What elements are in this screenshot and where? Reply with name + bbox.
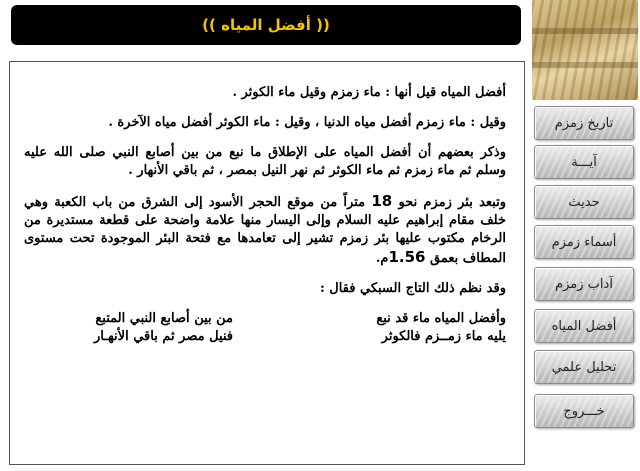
verse-1-second: من بين أصابع النبي المتبع — [95, 311, 234, 326]
nav-button-verse[interactable]: آيـــة — [534, 145, 634, 179]
nav-button-zamzam-history[interactable]: تاريخ زمزم — [534, 106, 634, 140]
paragraph-zamzam-kawthar: وقيل : ماء زمزم أفضل مياه الدنيا ، وقيل : ماء الكوثر أفضل مياه الآخرة . — [108, 115, 506, 130]
well-text-middle: متراً من موقع الحجر الأسود إلى الشرق من باب الكعبة وهي خلف مقام إبراهيم عليه السلام وإلى اليسار منها علامة واضحة على قطعة مستديرة من الرخام مكتوب عليها بئر زمزم تشير إلى تعامدها مع فتحة البئر الموجودة تحت مستوى المطاف بعمق — [24, 195, 506, 266]
well-depth-value: 1.56 — [388, 248, 426, 266]
sidebar-nav — [532, 0, 640, 471]
nav-button-exit[interactable]: خـــروج — [534, 394, 634, 428]
paragraph-well-location — [24, 192, 506, 268]
paragraph-ranking: وذكر بعضهم أن أفضل المياه على الإطلاق ما نبع من بين أصابع النبي صلى الله عليه وسلم ثم ماء زمزم ثم ماء الكوثر ثم نهر النيل بمصر ، ثم باقي الأنهار . — [24, 145, 506, 178]
nav-button-zamzam-etiquette[interactable]: آداب زمزم — [534, 267, 634, 301]
paragraph-best-water: أفضل المياه قيل أنها : ماء زمزم وقيل ماء الكوثر . — [232, 85, 506, 100]
poem-verses — [24, 310, 506, 346]
banner-stripe — [532, 28, 638, 34]
page-title: (( أفضل المياه )) — [202, 16, 330, 34]
verse-1-first: وأفضل المياه ماء قد نبع — [376, 311, 506, 326]
poem-first-hemistichs — [376, 310, 506, 346]
title-bar — [11, 5, 521, 45]
well-distance-value: 18 — [371, 192, 393, 210]
poem-second-hemistichs — [94, 310, 233, 346]
well-depth-unit: م. — [375, 251, 389, 266]
poem-intro: وقد نظم ذلك التاج السبكي فقال : — [319, 281, 506, 296]
nav-button-scientific-analysis[interactable]: تحليل علمي — [534, 350, 634, 384]
content-panel — [9, 61, 525, 465]
nav-button-best-water[interactable]: أفضل المياه — [534, 309, 634, 343]
banner-stripe — [532, 62, 638, 68]
nav-button-zamzam-names[interactable]: أسماء زمزم — [534, 225, 634, 259]
well-text-before: وتبعد بئر زمزم نحو — [398, 195, 507, 210]
nav-button-hadith[interactable]: حديث — [534, 185, 634, 219]
verse-2-first: يليه ماء زمــزم فالكوثر — [381, 329, 506, 344]
kaaba-stone-banner — [532, 0, 638, 100]
verse-2-second: فنيل مصر ثم باقي الأنهـار — [94, 329, 234, 344]
